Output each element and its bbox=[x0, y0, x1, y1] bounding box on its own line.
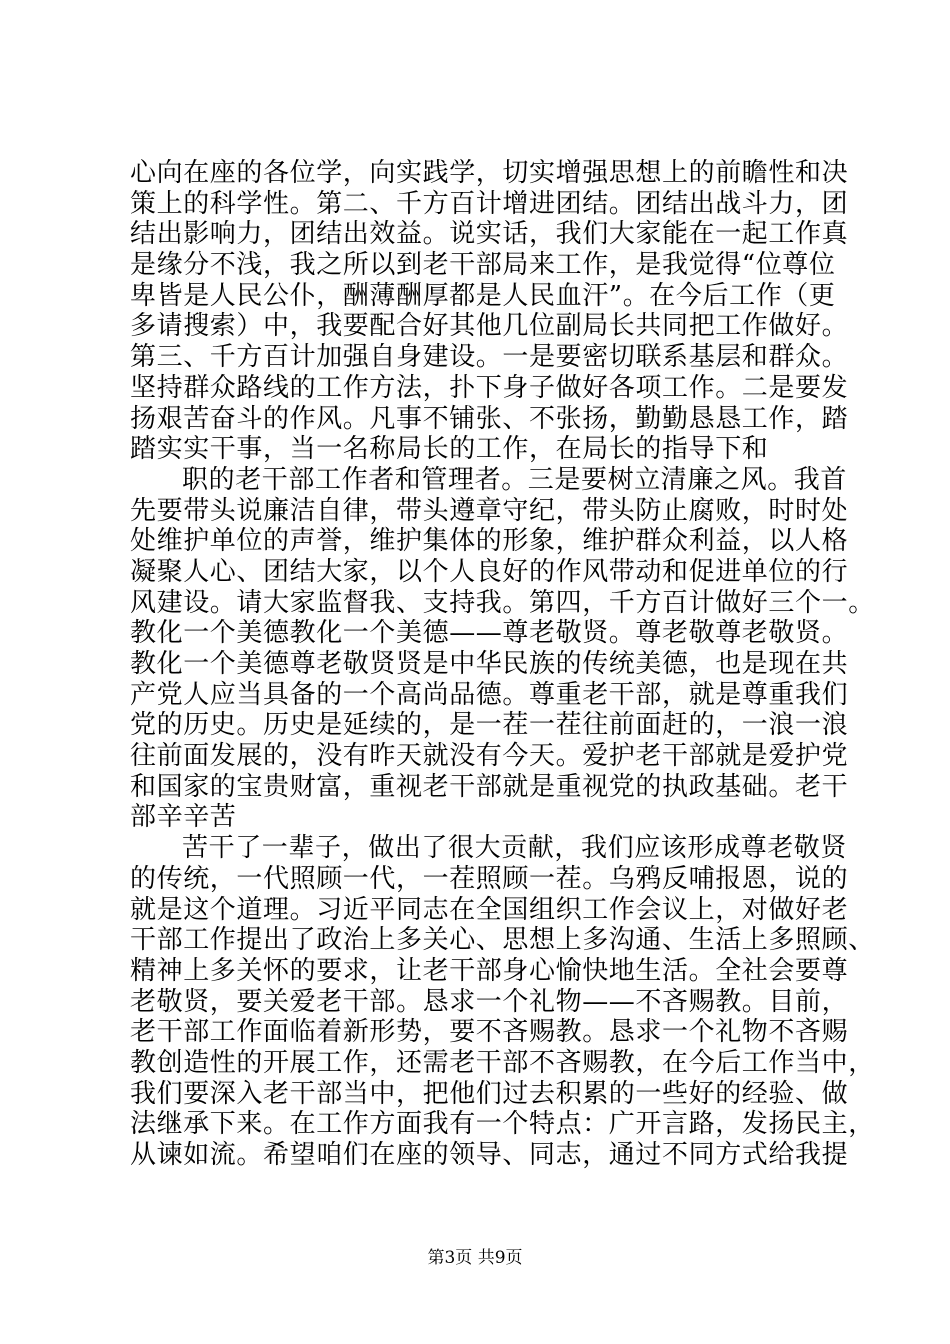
text-line: 就是这个道理。习近平同志在全国组织工作会议上，对做好老 bbox=[130, 894, 849, 925]
text-line: 结出影响力，团结出效益。说实话，我们大家能在一起工作真 bbox=[130, 219, 849, 250]
text-line: 扬艰苦奋斗的作风。凡事不铺张、不张扬，勤勤恳恳工作，踏 bbox=[130, 403, 849, 434]
text-line: 老干部工作面临着新形势，要不吝赐教。恳求一个礼物不吝赐 bbox=[130, 1017, 849, 1048]
page-number: 第3页 共9页 bbox=[427, 1248, 523, 1268]
text-line: 卑皆是人民公仆，酬薄酬厚都是人民血汗”。在今后工作（更 bbox=[130, 280, 836, 311]
text-line: 苦干了一辈子，做出了很大贡献，我们应该形成尊老敬贤 bbox=[182, 833, 848, 864]
text-line: 产党人应当具备的一个高尚品德。尊重老干部，就是尊重我们 bbox=[130, 679, 849, 710]
text-line: 踏实实干事，当一名称局长的工作，在局长的指导下和 bbox=[130, 434, 769, 465]
text-line: 教创造性的开展工作，还需老干部不吝赐教，在今后工作当中， bbox=[130, 1047, 875, 1078]
text-line: 多请搜索）中，我要配合好其他几位副局长共同把工作做好。 bbox=[130, 311, 849, 342]
text-line: 和国家的宝贵财富，重视老干部就是重视党的执政基础。老干 bbox=[130, 771, 849, 802]
text-line: 教化一个美德尊老敬贤贤是中华民族的传统美德，也是现在共 bbox=[130, 649, 849, 679]
text-line: 坚持群众路线的工作方法，扑下身子做好各项工作。二是要发 bbox=[130, 372, 849, 403]
text-line: 心向在座的各位学，向实践学，切实增强思想上的前瞻性和决 bbox=[130, 158, 849, 188]
text-line: 凝聚人心、团结大家，以个人良好的作风带动和促进单位的行 bbox=[130, 556, 849, 587]
text-line: 先要带头说廉洁自律，带头遵章守纪，带头防止腐败，时时处 bbox=[130, 495, 849, 526]
text-line: 干部工作提出了政治上多关心、思想上多沟通、生活上多照顾、 bbox=[130, 925, 875, 956]
text-line: 策上的科学性。第二、千方百计增进团结。团结出战斗力，团 bbox=[130, 188, 849, 219]
text-line: 法继承下来。在工作方面我有一个特点：广开言路，发扬民主， bbox=[130, 1109, 875, 1140]
text-line: 我们要深入老干部当中，把他们过去积累的一些好的经验、做 bbox=[130, 1078, 849, 1109]
text-line: 从谏如流。希望咱们在座的领导、同志，通过不同方式给我提 bbox=[130, 1140, 849, 1170]
text-line: 教化一个美德教化一个美德——尊老敬贤。尊老敬尊老敬贤。 bbox=[130, 618, 849, 649]
document-body bbox=[130, 158, 875, 1171]
text-line: 部辛辛苦 bbox=[130, 802, 237, 833]
text-line: 老敬贤，要关爱老干部。恳求一个礼物——不吝赐教。目前， bbox=[130, 986, 849, 1017]
text-line: 的传统，一代照顾一代，一茬照顾一茬。乌鸦反哺报恩，说的 bbox=[130, 863, 849, 894]
text-line: 风建设。请大家监督我、支持我。第四，千方百计做好三个一。 bbox=[130, 587, 875, 618]
text-line: 职的老干部工作者和管理者。三是要树立清廉之风。我首 bbox=[182, 464, 848, 495]
text-line: 处维护单位的声誉，维护集体的形象，维护群众利益，以人格 bbox=[130, 526, 849, 557]
text-line: 精神上多关怀的要求，让老干部身心愉快地生活。全社会要尊 bbox=[130, 955, 849, 986]
text-line: 往前面发展的，没有昨天就没有今天。爱护老干部就是爱护党 bbox=[130, 741, 849, 772]
text-line: 党的历史。历史是延续的，是一茬一茬往前面赶的，一浪一浪 bbox=[130, 710, 849, 741]
text-line: 是缘分不浅，我之所以到老干部局来工作，是我觉得“位尊位 bbox=[130, 250, 836, 281]
text-line: 第三、千方百计加强自身建设。一是要密切联系基层和群众。 bbox=[130, 342, 849, 373]
